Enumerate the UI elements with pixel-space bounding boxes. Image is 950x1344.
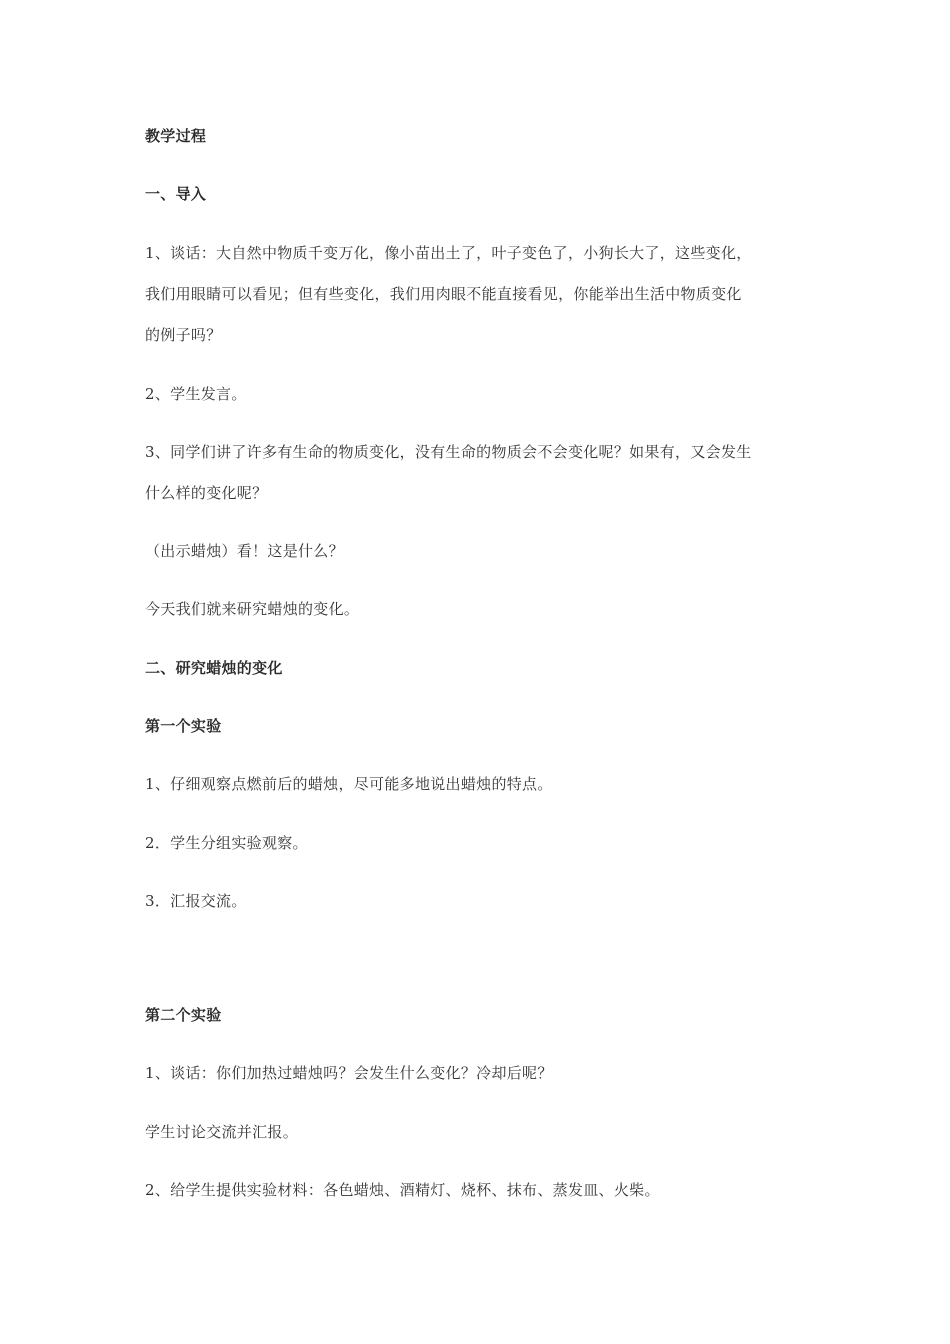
experiment-1-step-2: 2．学生分组实验观察。 xyxy=(145,834,308,852)
paragraph-question-line-2: 什么样的变化呢？ xyxy=(145,484,268,502)
section-heading-intro: 一、导入 xyxy=(145,185,207,203)
experiment-2-heading: 第二个实验 xyxy=(145,1006,222,1024)
document-title: 教学过程 xyxy=(145,127,207,145)
paragraph-talk-line-2: 我们用眼睛可以看见；但有些变化，我们用肉眼不能直接看见，你能举出生活中物质变化 xyxy=(145,285,742,303)
paragraph-question-line-1: 3、同学们讲了许多有生命的物质变化，没有生命的物质会不会变化呢？如果有，又会发生 xyxy=(145,443,752,461)
experiment-2-step-1: 1、谈话：你们加热过蜡烛吗？会发生什么变化？冷却后呢？ xyxy=(145,1064,553,1082)
paragraph-talk-line-1: 1、谈话：大自然中物质千变万化，像小苗出土了，叶子变色了，小狗长大了，这些变化， xyxy=(145,244,752,262)
paragraph-today: 今天我们就来研究蜡烛的变化。 xyxy=(145,600,360,618)
experiment-2-discussion: 学生讨论交流并汇报。 xyxy=(145,1123,299,1141)
experiment-1-step-1: 1、仔细观察点燃前后的蜡烛，尽可能多地说出蜡烛的特点。 xyxy=(145,775,553,793)
experiment-1-step-3: 3．汇报交流。 xyxy=(145,892,247,910)
section-heading-research: 二、研究蜡烛的变化 xyxy=(145,659,283,677)
experiment-2-step-2: 2、给学生提供实验材料：各色蜡烛、酒精灯、烧杯、抹布、蒸发皿、火柴。 xyxy=(145,1181,660,1199)
paragraph-student-speak: 2、学生发言。 xyxy=(145,385,247,403)
experiment-1-heading: 第一个实验 xyxy=(145,717,222,735)
paragraph-show-candle: （出示蜡烛）看！这是什么？ xyxy=(145,542,344,560)
paragraph-talk-line-3: 的例子吗？ xyxy=(145,326,222,344)
